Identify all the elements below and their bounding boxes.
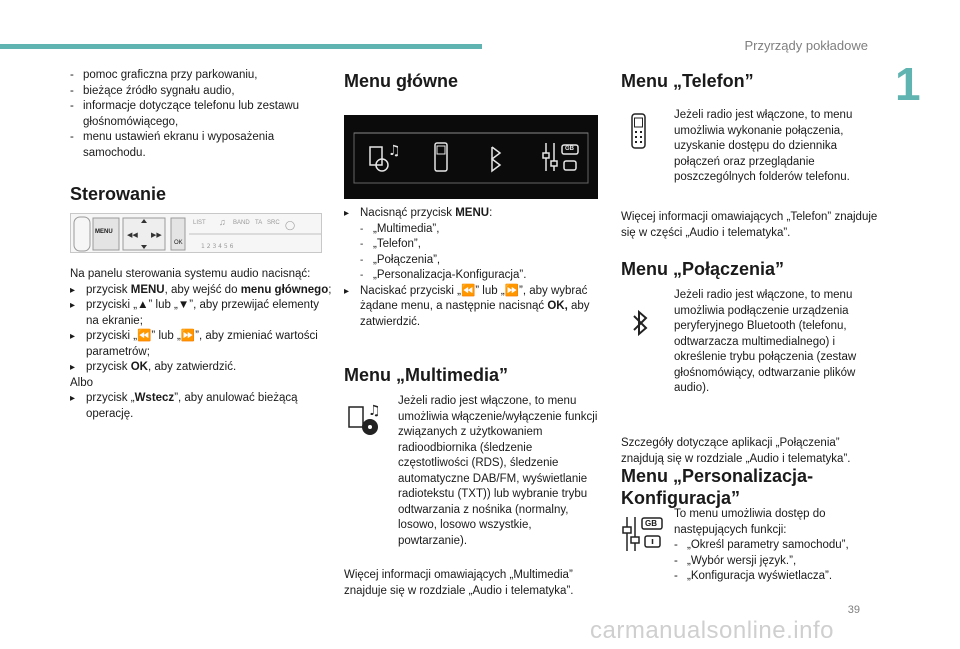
step-text: : (489, 207, 493, 219)
back-key: Wstecz (134, 392, 175, 404)
svg-text:◀◀: ◀◀ (127, 231, 138, 239)
step-item (70, 391, 332, 422)
ok-key: OK, (547, 300, 568, 312)
step-text: ”, aby anulować bieżącą operację. (86, 392, 298, 420)
band-label: BAND (233, 220, 250, 226)
step-text: przycisk (86, 361, 131, 373)
main-menu-heading: Menu główne (344, 71, 458, 91)
step-text: przycisk (86, 283, 131, 296)
page-number: 39 (847, 604, 860, 616)
personalization-text: To menu umożliwia dostęp do następujących funkcji: (674, 508, 826, 536)
menu-option: - „Multimedia”, (360, 222, 606, 238)
list-item: - „Wybór wersji język.”, (674, 554, 874, 570)
personalization-description (674, 507, 874, 585)
multimedia-icon (346, 397, 386, 437)
step-item: ▸ przyciski „⏪” lub „⏩”, aby zmieniać wartości parametrów; (70, 329, 332, 360)
step-item (70, 283, 332, 299)
svg-text:1 2 3 4 5 6: 1 2 3 4 5 6 (201, 243, 234, 250)
control-steps (70, 283, 332, 376)
svg-text:◯: ◯ (285, 221, 296, 231)
settings-icon (622, 515, 666, 553)
list-item: - informacje dotyczące telefonu lub zestawu głośnomówiącego, (70, 99, 330, 130)
connections-description: Jeżeli radio jest włączone, to menu umożliwia podłączenie urządzenia peryferyjnego Bluetooth (telefonu, odtwarzacza multimedialnego) i określenie trybu połączenia (zestaw głośnomówiący, odtwarzanie plików audio). (674, 289, 857, 394)
ta-label: TA (255, 220, 263, 226)
personalization-options (674, 538, 874, 585)
menu-key: MENU (455, 207, 490, 219)
svg-text:▶▶: ▶▶ (151, 231, 162, 239)
menu-key: MENU (130, 283, 165, 296)
main-menu-term: menu głównego (240, 283, 329, 296)
list-item: - menu ustawień ekranu i wyposażenia samochodu. (70, 130, 330, 161)
step-text: aby zatwierdzić. (360, 300, 590, 328)
multimedia-more-info: Więcej informacji omawiających „Multimedia” znajduje się w rozdziale „Audio i telematyka”. (344, 569, 574, 597)
section-title: Przyrządy pokładowe (744, 38, 868, 53)
phone-description: Jeżeli radio jest włączone, to menu umożliwia wykonanie połączenia, uzyskanie dostępu do dziennika połączeń oraz przeglądanie poszczególnych folderów telefonu. (674, 109, 853, 183)
connections-more-info: Szczegóły dotyczące aplikacji „Połączenia” znajdują się w rozdziale „Audio i telematyka”. (621, 437, 851, 465)
main-menu-screen-image (344, 115, 598, 199)
step-item (344, 284, 606, 331)
step-item (70, 360, 332, 376)
multimedia-heading: Menu „Multimedia” (344, 365, 509, 385)
albo-text: Albo (70, 376, 94, 389)
chapter-number: 1 (895, 58, 921, 110)
control-instructions (70, 267, 332, 422)
phone-icon (629, 112, 649, 152)
step-text: , aby zatwierdzić. (147, 361, 237, 373)
src-label: SRC (267, 220, 280, 226)
phone-heading: Menu „Telefon” (621, 71, 754, 91)
intro-list (70, 68, 330, 161)
multimedia-description: Jeżeli radio jest włączone, to menu umożliwia włączenie/wyłączenie funkcji związanych z użytkowaniem radioodbiornika (śledzenie częstotliwości (RDS), śledzenie automatyczne DAB/FM, wyświetlanie radiotekstu (TXT)) lub wybranie trybu odtwarzania z nośnika (normalny, losowo, losowo wszystkie, powtarzanie). (398, 395, 598, 547)
gb-label: GB (565, 146, 574, 152)
list-item: - bieżące źródło sygnału audio, (70, 84, 330, 100)
menu-button-label: MENU (95, 229, 113, 235)
watermark: carmanualsonline.info (590, 617, 834, 644)
menu-option: - „Połączenia”, (360, 253, 606, 269)
column-left (70, 68, 330, 205)
control-heading: Sterowanie (70, 184, 167, 204)
bluetooth-icon (631, 308, 649, 338)
music-icon: ♫ (219, 217, 226, 227)
svg-text:♫: ♫ (368, 403, 381, 419)
audio-control-panel-image (70, 213, 322, 253)
menu-options (360, 222, 606, 284)
step-text: przycisk „ (86, 392, 135, 404)
gb-label: GB (645, 519, 657, 528)
menu-option: - „Telefon”, (360, 237, 606, 253)
ok-key: OK (130, 361, 148, 373)
list-item: - „Określ parametry samochodu”, (674, 538, 874, 554)
panel-intro: Na panelu sterowania systemu audio nacisnąć: (70, 268, 311, 280)
back-steps (70, 391, 332, 422)
main-menu-steps (344, 206, 606, 330)
menu-option: - „Personalizacja-Konfiguracja”. (360, 268, 606, 284)
step-text: Nacisnąć przycisk (360, 207, 456, 219)
connections-heading: Menu „Połączenia” (621, 259, 785, 279)
step-text: ; (328, 283, 332, 296)
top-accent-bar (0, 44, 482, 49)
step-text: , aby wejść do (164, 283, 241, 296)
step-item (344, 206, 606, 284)
phone-more-info: Więcej informacji omawiających „Telefon” znajduje się w części „Audio i telematyka”. (621, 211, 878, 239)
step-item: ▸ przyciski „▲” lub „▼”, aby przewijać elementy na ekranie; (70, 298, 332, 329)
list-label: LIST (193, 220, 206, 226)
ok-button-label: OK (174, 240, 183, 246)
main-menu-instructions (344, 206, 606, 330)
svg-text:♫: ♫ (388, 143, 401, 159)
list-item: - „Konfiguracja wyświetlacza”. (674, 569, 874, 585)
list-item: - pomoc graficzna przy parkowaniu, (70, 68, 330, 84)
step-text: Naciskać przyciski „⏪” lub „⏩”, aby wybrać żądane menu, a następnie nacisnąć (360, 284, 588, 312)
personalization-heading: Menu „Personalizacja-Konfiguracja” (621, 466, 814, 508)
